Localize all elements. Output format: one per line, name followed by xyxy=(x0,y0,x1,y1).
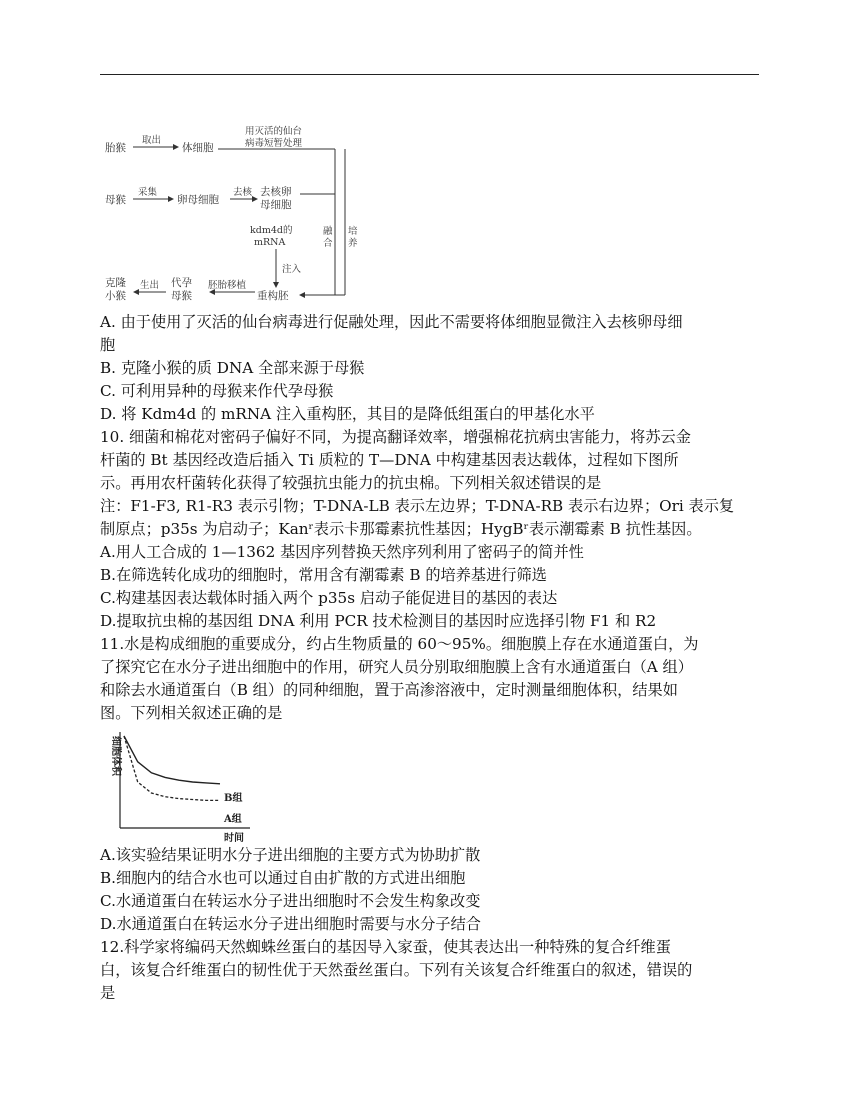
q12-stem-line3: 是 xyxy=(100,984,116,1002)
edge-fuse-label1: 融 xyxy=(323,226,333,237)
q9-option-c: C. 可利用异种的母猴来作代孕母猴 xyxy=(100,382,334,400)
edge-collect-label: 采集 xyxy=(138,187,158,198)
q11-stem-line1: 11.水是构成细胞的重要成分，约占生物质量的 60～95%。细胞膜上存在水通道蛋白，为 xyxy=(100,635,699,653)
edge-inject-label: 注入 xyxy=(282,264,302,275)
question-11 xyxy=(100,633,770,725)
node-enucleated-line2: 母细胞 xyxy=(260,199,292,211)
q10-option-c: C.构建基因表达载体时插入两个 p35s 启动子能促进目的基因的表达 xyxy=(100,589,558,607)
q10-stem-line1: 10. 细菌和棉花对密码子偏好不同，为提高翻译效率，增强棉花抗病虫害能力，将苏云金 xyxy=(100,428,691,446)
series-a-line xyxy=(124,736,220,800)
cell-volume-chart xyxy=(100,728,260,845)
q10-note-line2: 制原点；p35s 为启动子；Kanʳ表示卡那霉素抗性基因；HygBʳ表示潮霉素 B 抗性基因。 xyxy=(100,520,702,538)
edge-fuse-label2: 合 xyxy=(323,238,333,249)
edge-take-label: 取出 xyxy=(142,135,162,146)
q9-option-d: D. 将 Kdm4d 的 mRNA 注入重构胚，其目的是降低组蛋白的甲基化水平 xyxy=(100,405,595,423)
series-b-line xyxy=(124,736,220,784)
node-virus-line1: 用灭活的仙台 xyxy=(245,126,303,137)
cloning-flow-diagram xyxy=(100,112,370,312)
question-9-options xyxy=(100,311,770,426)
node-mother-monkey: 母猴 xyxy=(105,194,126,206)
q10-stem-line3: 示。再用农杆菌转化获得了较强抗虫能力的抗虫棉。下列相关叙述错误的是 xyxy=(100,474,602,492)
edge-culture-label1: 培 xyxy=(348,226,358,237)
node-fetal-monkey: 胎猴 xyxy=(105,142,126,154)
edge-born-label: 生出 xyxy=(140,280,160,291)
q11-stem-line3: 和除去水通道蛋白（B 组）的同种细胞，置于高渗溶液中，定时测量细胞体积，结果如 xyxy=(100,681,678,699)
node-somatic-cell: 体细胞 xyxy=(182,142,214,154)
q10-note-line1: 注：F1-F3, R1-R3 表示引物；T-DNA-LB 表示左边界；T-DNA-RB 表示右边界；Ori 表示复 xyxy=(100,497,735,515)
q9-option-a-line2: 胞 xyxy=(100,336,116,354)
q11-option-c: C.水通道蛋白在转运水分子进出细胞时不会发生构象改变 xyxy=(100,892,481,910)
q10-option-a: A.用人工合成的 1—1362 基因序列替换天然序列利用了密码子的简并性 xyxy=(100,543,584,561)
q12-stem-line1: 12.科学家将编码天然蜘蛛丝蛋白的基因导入家蚕，使其表达出一种特殊的复合纤维蛋 xyxy=(100,938,671,956)
header-rule xyxy=(100,74,759,75)
q9-option-a-line1: A. 由于使用了灭活的仙台病毒进行促融处理，因此不需要将体细胞显微注入去核卵母细 xyxy=(100,313,683,331)
x-axis-label: 时间 xyxy=(224,833,244,844)
edge-culture-label2: 养 xyxy=(348,238,358,249)
node-surrogate-line1: 代孕 xyxy=(171,277,192,289)
q10-option-b: B.在筛选转化成功的细胞时，常用含有潮霉素 B 的培养基进行筛选 xyxy=(100,566,547,584)
series-b-label: B组 xyxy=(224,793,243,804)
q11-stem-line4: 图。下列相关叙述正确的是 xyxy=(100,704,283,722)
y-axis-label: 细胞体积 xyxy=(110,736,121,776)
series-a-label: A组 xyxy=(224,814,242,825)
question-11-options xyxy=(100,844,770,936)
edge-enucleate-label: 去核 xyxy=(233,187,253,198)
node-surrogate-line2: 母猴 xyxy=(171,290,192,302)
edge-transfer-label: 胚胎移植 xyxy=(208,280,247,291)
node-oocyte: 卵母细胞 xyxy=(177,194,219,206)
node-clone-line1: 克隆 xyxy=(105,277,126,289)
node-clone-line2: 小猴 xyxy=(105,290,126,302)
q12-stem-line2: 白，该复合纤维蛋白的韧性优于天然蚕丝蛋白。下列有关该复合纤维蛋白的叙述，错误的 xyxy=(100,961,693,979)
q11-option-d: D.水通道蛋白在转运水分子进出细胞时需要与水分子结合 xyxy=(100,915,481,933)
node-kdm-line2: mRNA xyxy=(254,237,286,248)
node-enucleated-line1: 去核卵 xyxy=(260,186,292,198)
q9-option-b: B. 克隆小猴的质 DNA 全部来源于母猴 xyxy=(100,359,365,377)
q11-option-a: A.该实验结果证明水分子进出细胞的主要方式为协助扩散 xyxy=(100,846,481,864)
node-reconstructed-embryo: 重构胚 xyxy=(257,290,289,302)
question-12 xyxy=(100,936,770,1005)
q11-option-b: B.细胞内的结合水也可以通过自由扩散的方式进出细胞 xyxy=(100,869,466,887)
question-10 xyxy=(100,426,770,633)
q11-stem-line2: 了探究它在水分子进出细胞中的作用，研究人员分别取细胞膜上含有水通道蛋白（A 组） xyxy=(100,658,693,676)
node-virus-line2: 病毒短暂处理 xyxy=(245,138,303,149)
q10-option-d: D.提取抗虫棉的基因组 DNA 利用 PCR 技术检测目的基因时应选择引物 F1 和 R2 xyxy=(100,612,657,630)
q10-stem-line2: 杆菌的 Bt 基因经改造后插入 Ti 质粒的 T—DNA 中构建基因表达载体，过程如下图所 xyxy=(100,451,679,469)
node-kdm-line1: kdm4d的 xyxy=(250,225,293,236)
